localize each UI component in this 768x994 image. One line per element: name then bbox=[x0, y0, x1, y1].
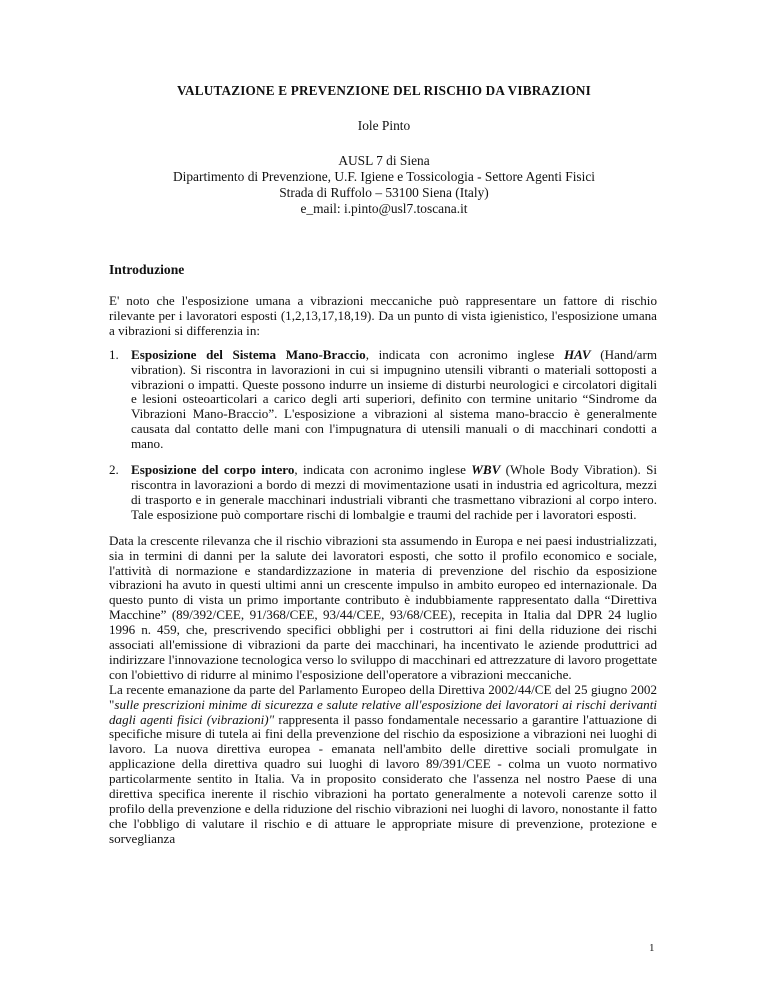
affiliation-department: Dipartimento di Prevenzione, U.F. Igiene e Tossicologia - Settore Agenti Fisici bbox=[172, 169, 596, 184]
list-item-hav bbox=[109, 348, 657, 452]
list-number: 2. bbox=[109, 462, 119, 478]
intro-paragraph: E' noto che l'esposizione umana a vibrazioni meccaniche può rappresentare un fattore di rischio rilevante per i lavoratori esposti (1,2,13,17,18,19). Da un punto di vista igienistico, l'esposizione umana a vibrazioni si differenzia in: bbox=[109, 293, 657, 338]
body-text bbox=[109, 294, 657, 847]
paragraph bbox=[109, 683, 657, 847]
list-item-text: (Hand/arm vibration). Si riscontra in lavorazioni in cui si impugnino utensili vibranti o materiali sottoposti a vibrazioni o impatti. Queste possono indurre un insieme di disturbi neurologici e circolatori digitali e lesioni osteoarticolari a carico degli arti superiori, definito con termine unitario “Sindrome da Vibrazioni Mano-Braccio”. L'esposizione a vibrazioni al sistema mano-braccio è generalmente causata dal contatto delle mani con l'impugnatura di utensili manuali o di macchinari condotti a mano. bbox=[131, 346, 658, 452]
list-item-heading: Esposizione del corpo intero bbox=[131, 462, 295, 478]
list-item-text: (Whole Body Vibration). Si riscontra in lavorazioni a bordo di mezzi di movimentazione usati in industria ed agricoltura, mezzi di trasporto e in generale macchinari industriali vibranti che trasmettano vibrazioni al corpo intero. Tale esposizione può comportare rischi di lombalgie e traumi del rachide per i lavoratori esposti. bbox=[131, 462, 657, 522]
directive-title: sulle prescrizioni minime di sicurezza e salute relative all'esposizione dei lavoratori ai rischi derivanti dagli agenti fisici (vibrazioni)" bbox=[109, 696, 657, 727]
affiliation-email: e_mail: i.pinto@usl7.toscana.it bbox=[300, 201, 468, 216]
page-number: 1 bbox=[649, 942, 655, 954]
paragraph-text: La recente emanazione da parte del Parlamento Europeo della Direttiva 2002/44/CE del 25 giugno 2002 " bbox=[109, 681, 657, 712]
affiliation-institution: AUSL 7 di Siena bbox=[338, 153, 430, 168]
section-title: Introduzione bbox=[109, 262, 185, 277]
affiliation-block bbox=[0, 153, 768, 217]
list-item-text: , indicata con acronimo inglese bbox=[365, 346, 564, 362]
affiliation-address: Strada di Ruffolo – 53100 Siena (Italy) bbox=[279, 185, 489, 200]
acronym: HAV bbox=[563, 346, 591, 362]
paragraph: Data la crescente rilevanza che il rischio vibrazioni sta assumendo in Europa e nei paesi industrializzati, sia in termini di danni per la salute dei lavoratori esposti, che sotto il profilo economico e sociale, l'attività di normazione e standardizzazione in materia di prevenzione del rischio da esposizione vibrazioni ha avuto in questi ultimi anni un crescente impulso in ambito europeo ed internazionale. Da questo punto di vista un primo importante contributo è indubbiamente rappresentato dalla “Direttiva Macchine” (89/392/CEE, 91/368/CEE, 93/44/CEE, 93/68/CEE), recepita in Italia dal DPR 24 luglio 1996 n. 459, che, prescrivendo specifici obblighi per i costruttori ai fini della riduzione dei rischi associati all'emissione di vibrazioni da parte dei macchinari, ha incentivato le aziende produttrici ad indirizzare l'innovazione tecnologica verso lo sviluppo di macchinari ed attrezzature di lavoro progettate con l'obiettivo di ridurre al minimo l'esposizione dell'operatore a vibrazioni meccaniche. bbox=[109, 532, 657, 682]
list-item-heading: Esposizione del Sistema Mano-Braccio bbox=[131, 346, 366, 362]
list-number: 1. bbox=[109, 346, 119, 362]
author-name: Iole Pinto bbox=[357, 118, 411, 133]
list-item-wbv bbox=[109, 463, 657, 523]
list-item-text: , indicata con acronimo inglese bbox=[294, 462, 472, 478]
document-title: VALUTAZIONE E PREVENZIONE DEL RISCHIO DA VIBRAZIONI bbox=[177, 83, 591, 98]
paragraph-text: rappresenta il passo fondamentale necessario a garantire l'attuazione di specifiche misure di tutela ai fini della prevenzione del rischio da esposizione a vibrazioni nei luoghi di lavoro. La nuova direttiva europea - emanata nell'ambito delle direttive sociali promulgate in applicazione della direttiva quadro sui luoghi di lavoro 89/391/CEE - colma un vuoto normativo particolarmente sentito in Italia. Va in proposito considerato che l'assenza nel nostro Paese di una direttiva specifica inerente il rischio vibrazioni ha portato generalmente a notevoli carenze sotto il profilo della prevenzione e della riduzione del rischio vibrazioni nei luoghi di lavoro, nonostante il fatto che l'obbligo di valutare il rischio e di attuare le appropriate misure di prevenzione, protezione e sorveglianza bbox=[109, 711, 658, 846]
acronym: WBV bbox=[471, 462, 501, 478]
